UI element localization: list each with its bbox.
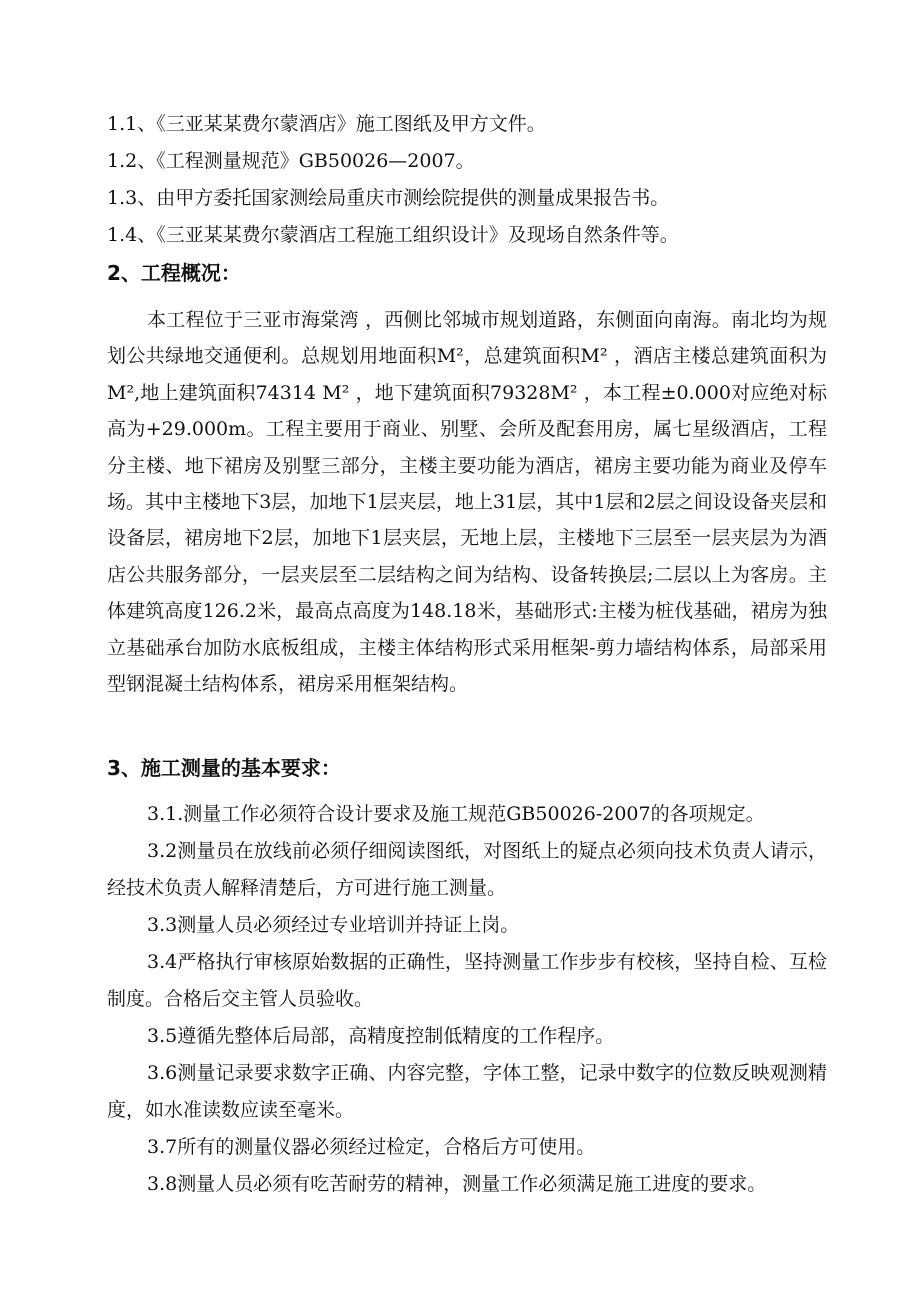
requirement-item: 3.2测量员在放线前必须仔细阅读图纸，对图纸上的疑点必须向技术负责人请示，经技术负责人解释清楚后，方可进行施工测量。 xyxy=(107,840,827,899)
project-overview-paragraph: 本工程位于三亚市海棠湾 ，西侧比邻城市规划道路，东侧面向南海。南北均为规划公共绿地交通便利。总规划用地面积M²，总建筑面积M² ，酒店主楼总建筑面积为M²,地上建筑面积74314 M² ，地下建筑面积79328M² ，本工程±0.000对应绝对标高为+29.000m。工程主要用于商业、别墅、会所及配套用房，属七星级酒店，工程分主楼、地下裙房及别墅三部分，主楼主要功能为酒店，裙房主要功能为商业及停车场。其中主楼地下3层，加地下1层夹层，地上31层，其中1层和2层之间设设备夹层和设备层，裙房地下2层，加地下1层夹层，无地上层，主楼地下三层至一层夹层为为酒店公共服务部分，一层夹层至二层结构之间为结构、设备转换层;二层以上为客房。主体建筑高度126.2米，最高点高度为148.18米，基础形式:主楼为桩伐基础，裙房为独立基础承台加防水底板组成，主楼主体结构形式采用框架-剪力墙结构体系，局部采用型钢混凝土结构体系，裙房采用框架结构。 xyxy=(107,309,827,696)
requirement-item: 3.7所有的测量仪器必须经过检定，合格后方可使用。 xyxy=(147,1136,596,1158)
requirement-item: 3.8测量人员必须有吃苦耐劳的精神，测量工作必须满足施工进度的要求。 xyxy=(147,1173,767,1195)
requirement-item: 3.3测量人员必须经过专业培训并持证上岗。 xyxy=(147,914,520,936)
reference-item: 1.3、由甲方委托国家测绘局重庆市测绘院提供的测量成果报告书。 xyxy=(107,187,670,209)
reference-item: 1.2、《工程测量规范》GB50026—2007。 xyxy=(107,150,475,172)
requirement-item: 3.5遵循先整体后局部，高精度控制低精度的工作程序。 xyxy=(147,1025,615,1047)
reference-item: 1.1、《三亚某某费尔蒙酒店》施工图纸及甲方文件。 xyxy=(107,113,546,135)
section-2-heading: 2、工程概况： xyxy=(107,261,241,285)
reference-item: 1.4、《三亚某某费尔蒙酒店工程施工组织设计》及现场自然条件等。 xyxy=(107,224,679,246)
requirement-item: 3.1.测量工作必须符合设计要求及施工规范GB50026-2007的各项规定。 xyxy=(147,803,765,825)
requirement-item: 3.4严格执行审核原始数据的正确性，坚持测量工作步步有校核，坚持自检、互检制度。合格后交主管人员验收。 xyxy=(107,951,827,1010)
section-3-heading: 3、施工测量的基本要求： xyxy=(107,756,341,780)
requirement-item: 3.6测量记录要求数字正确、内容完整，字体工整，记录中数字的位数反映观测精度，如水准读数应读至毫米。 xyxy=(107,1062,827,1121)
